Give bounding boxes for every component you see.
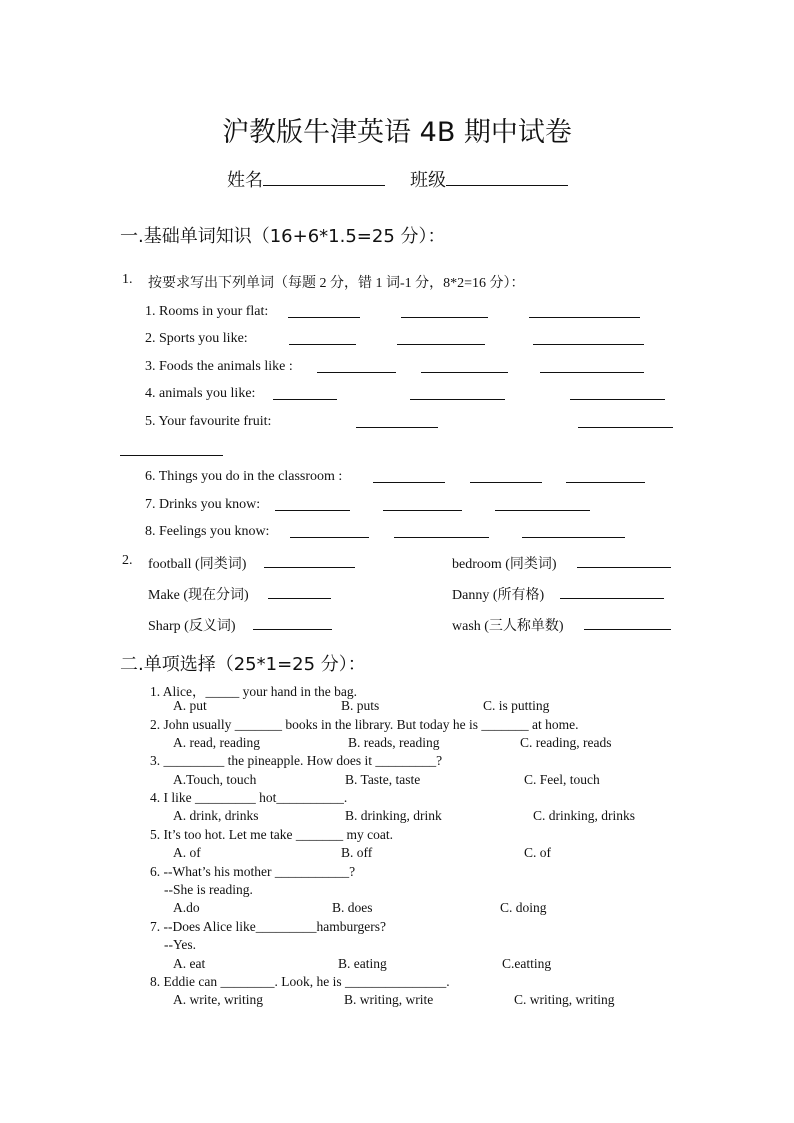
answer-blank[interactable] [560, 584, 664, 599]
answer-blank[interactable] [410, 385, 505, 400]
q2-item: Sharp (反义词) [148, 619, 236, 634]
mc-option-b[interactable]: B. off [341, 845, 373, 860]
answer-blank[interactable] [317, 358, 396, 373]
mc-option-c[interactable]: C.eatting [502, 956, 552, 971]
mc-question-stem: 1. Alice，_____ your hand in the bag. [150, 684, 357, 699]
class-blank[interactable] [446, 171, 568, 186]
q1-item: 2. Sports you like: [145, 331, 248, 346]
answer-blank[interactable] [264, 553, 355, 568]
answer-blank[interactable] [401, 303, 488, 318]
answer-blank[interactable] [253, 615, 332, 630]
mc-option-c[interactable]: C. writing, writing [514, 992, 615, 1007]
answer-blank[interactable] [421, 358, 508, 373]
mc-option-c[interactable]: C. doing [500, 900, 547, 915]
name-blank[interactable] [263, 171, 385, 186]
q1-item: 7. Drinks you know: [145, 497, 261, 512]
answer-blank[interactable] [570, 385, 665, 400]
mc-question-stem: 6. --What’s his mother ___________? [150, 864, 356, 879]
mc-option-a[interactable]: A. write, writing [173, 992, 263, 1007]
mc-option-a[interactable]: A. of [173, 845, 201, 860]
answer-blank[interactable] [533, 330, 644, 345]
mc-option-b[interactable]: B. writing, write [344, 992, 434, 1007]
answer-blank[interactable] [275, 496, 350, 511]
answer-blank[interactable] [268, 584, 331, 599]
mc-question-stem: 2. John usually _______ books in the library. But today he is _______ at home. [150, 717, 579, 732]
answer-blank[interactable] [566, 468, 645, 483]
answer-blank[interactable] [120, 441, 223, 456]
answer-blank[interactable] [529, 303, 640, 318]
answer-blank[interactable] [373, 468, 445, 483]
mc-option-b[interactable]: B. puts [341, 698, 380, 713]
name-field [227, 166, 385, 192]
mc-option-c[interactable]: C. drinking, drinks [533, 808, 636, 823]
q2-item: bedroom (同类词) [452, 557, 557, 572]
mc-option-b[interactable]: B. Taste, taste [345, 772, 421, 787]
mc-option-c[interactable]: C. is putting [483, 698, 550, 713]
answer-blank[interactable] [540, 358, 644, 373]
mc-option-a[interactable]: A. put [173, 698, 207, 713]
mc-question-stem: 8. Eddie can ________. Look, he is _______________. [150, 974, 450, 989]
q2-item: wash (三人称单数) [452, 619, 564, 634]
answer-blank[interactable] [584, 615, 671, 630]
mc-option-c[interactable]: C. Feel, touch [524, 772, 600, 787]
mc-option-c[interactable]: C. of [524, 845, 551, 860]
answer-blank[interactable] [290, 523, 369, 538]
q1-item: 5. Your favourite fruit: [145, 414, 272, 429]
class-field [410, 166, 568, 192]
q1-item: 6. Things you do in the classroom : [145, 469, 343, 484]
q1-item: 3. Foods the animals like : [145, 359, 293, 374]
mc-option-a[interactable]: A. drink, drinks [173, 808, 259, 823]
mc-answer-line: --Yes. [164, 937, 197, 952]
name-label: 姓名 [227, 170, 263, 191]
q2-item: Danny (所有格) [452, 588, 545, 603]
answer-blank[interactable] [394, 523, 489, 538]
answer-blank[interactable] [470, 468, 542, 483]
section1-heading: 一.基础单词知识（16+6*1.5=25 分）： [120, 226, 446, 247]
mc-question-stem: 5. It’s too hot. Let me take _______ my coat. [150, 827, 393, 842]
answer-blank[interactable] [495, 496, 590, 511]
mc-option-b[interactable]: B. drinking, drink [345, 808, 442, 823]
mc-option-b[interactable]: B. eating [338, 956, 387, 971]
q1-item: 1. Rooms in your flat: [145, 304, 269, 319]
q1-item: 4. animals you like: [145, 386, 256, 401]
answer-blank[interactable] [577, 553, 671, 568]
section2-heading: 二.单项选择（25*1=25 分）： [120, 654, 366, 675]
mc-option-a[interactable]: A.do [173, 900, 200, 915]
q2-item: Make (现在分词) [148, 588, 249, 603]
mc-option-a[interactable]: A. eat [173, 956, 206, 971]
page-title: 沪教版牛津英语 4B 期中试卷 [222, 117, 572, 148]
mc-option-a[interactable]: A. read, reading [173, 735, 260, 750]
q2-item: football (同类词) [148, 557, 247, 572]
mc-option-b[interactable]: B. reads, reading [348, 735, 440, 750]
class-label: 班级 [410, 170, 446, 191]
answer-blank[interactable] [356, 413, 438, 428]
answer-blank[interactable] [522, 523, 625, 538]
mc-question-stem: 3. _________ the pineapple. How does it _________? [150, 753, 443, 768]
mc-option-b[interactable]: B. does [332, 900, 373, 915]
mc-option-c[interactable]: C. reading, reads [520, 735, 612, 750]
q1-item: 8. Feelings you know: [145, 524, 270, 539]
q1-instruction: 按要求写出下列单词（每题 2 分，错 1 词-1 分，8*2=16 分）： [148, 276, 525, 291]
q1-number: 1. [122, 272, 133, 287]
answer-blank[interactable] [288, 303, 360, 318]
q2-number: 2. [122, 553, 133, 568]
mc-question-stem: 4. I like _________ hot__________. [150, 790, 348, 805]
mc-answer-line: --She is reading. [164, 882, 253, 897]
answer-blank[interactable] [383, 496, 462, 511]
answer-blank[interactable] [578, 413, 673, 428]
answer-blank[interactable] [397, 330, 485, 345]
answer-blank[interactable] [289, 330, 356, 345]
answer-blank[interactable] [273, 385, 337, 400]
mc-question-stem: 7. --Does Alice like_________hamburgers? [150, 919, 386, 934]
mc-option-a[interactable]: A.Touch, touch [173, 772, 257, 787]
